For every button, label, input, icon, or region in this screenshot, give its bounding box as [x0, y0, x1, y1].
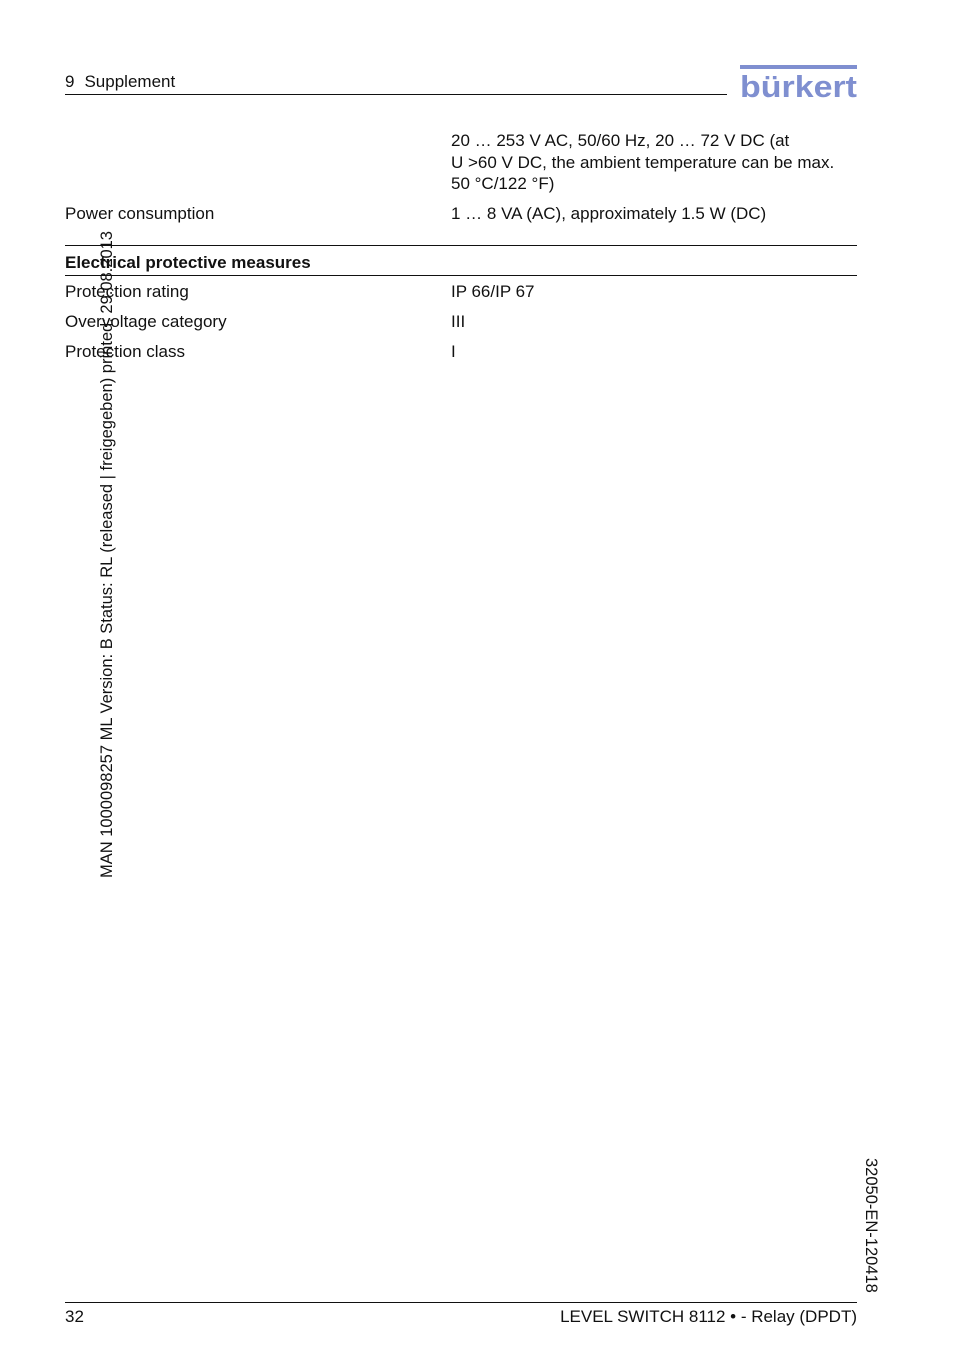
- page-number: 32: [65, 1307, 84, 1326]
- voltage-line-3: 50 °C/122 °F): [451, 174, 555, 193]
- footer-product: LEVEL SWITCH 8112 • - Relay (DPDT): [560, 1307, 857, 1326]
- burkert-logo: [740, 65, 857, 99]
- document-status-sidebar: MAN 1000098257 ML Version: B Status: RL (released | freigegeben) printed: 29.08.2013: [98, 231, 116, 878]
- section-top-rule: [65, 245, 857, 246]
- voltage-line-2: U >60 V DC, the ambient temperature can be max.: [451, 153, 835, 172]
- section-heading-rule: [65, 275, 857, 276]
- voltage-line-1: 20 … 253 V AC, 50/60 Hz, 20 … 72 V DC (at: [451, 131, 790, 150]
- protection-rating-label: Protection rating: [65, 282, 189, 301]
- header-rule: [65, 94, 727, 95]
- power-consumption-label: Power consumption: [65, 204, 215, 223]
- power-consumption-value: 1 … 8 VA (AC), approximately 1.5 W (DC): [451, 204, 767, 223]
- overvoltage-category-value: III: [451, 312, 466, 331]
- protection-class-label: Protection class: [65, 342, 185, 361]
- header-section: [65, 72, 175, 92]
- overvoltage-category-label: Overvoltage category: [65, 312, 227, 331]
- document-code-sidebar: 32050-EN-120418: [862, 1158, 880, 1293]
- logo-text: bürkert: [740, 69, 857, 99]
- section-number: 9: [65, 72, 75, 91]
- protection-class-value: I: [451, 342, 456, 361]
- footer-rule: [65, 1302, 857, 1303]
- section-title: Supplement: [84, 72, 176, 91]
- section-heading: Electrical protective measures: [65, 253, 311, 272]
- protection-rating-value: IP 66/IP 67: [451, 282, 535, 301]
